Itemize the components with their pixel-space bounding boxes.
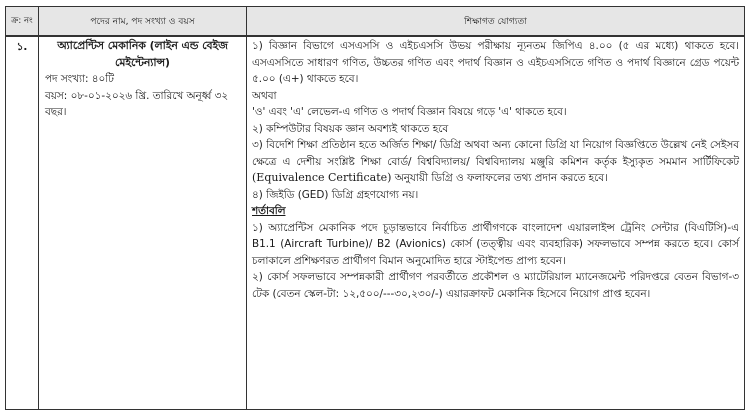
qualification-3-part2: অনুযায়ী ডিগ্রি ও ফলাফলের তথ্য প্রদান করতে হবে। bbox=[394, 172, 608, 184]
table-row bbox=[6, 36, 745, 410]
qualification-1: ১) বিজ্ঞান বিভাগে এসএসসি ও এইচএসসি উভয় পরীক্ষায় ন্যূনতম জিপিএ ৪.০০ (৫ এর মধ্যে) থাকতে হবে। এসএসসিতে সাধারণ গণিত, উচ্চতর গণিত এবং পদার্থ বিজ্ঞান ও এইচএসসিতে গণিত ও পদার্থ বিজ্ঞানে গ্রেড পয়েন্ট ৫.০০ (এ+) থাকতে হবে। bbox=[252, 40, 739, 85]
age-limit: বয়স: ০৮-০১-২০২৬ খ্রি. তারিখে অনূর্ধ্ব ৩২ বছর। bbox=[45, 89, 229, 118]
qualification-3 bbox=[252, 137, 739, 187]
qualification-details bbox=[247, 36, 745, 410]
post-details bbox=[39, 36, 247, 410]
equivalence-certificate-text: (Equivalence Certificate) bbox=[252, 171, 392, 184]
header-qualification: শিক্ষাগত যোগ্যতা bbox=[247, 7, 745, 37]
conditions-heading: শর্তাবলি bbox=[252, 205, 286, 217]
condition-2: ২) কোর্স সফলভাবে সম্পন্নকারী প্রার্থীগণ পরবর্তীতে প্রকৌশল ও ম্যাটেরিয়াল ম্যানেজমেন্ট পরিদপ্তরে বেতন বিভাগ-৩ টেক (বেতন স্কেল-টা: ১২,৫০০/---৩০,২৩০/-) এয়ারক্রাফট মেকানিক হিসেবে নিয়োগ প্রাপ্ত হবেন। bbox=[252, 271, 739, 300]
condition-1: ১) অ্যাপ্রেন্টিস মেকানিক পদে চূড়ান্তভাবে নির্বাচিত প্রার্থীগণকে বাংলাদেশ এয়ারলাইন্স ট্রেনিং সেন্টার (বিএটিসি)-এ B1.1 (Aircraft Turbine)/ B2 (Avionics) কোর্স (তত্ত্বীয় এবং ব্যবহারিক) সফলভাবে সম্পন্ন করতে হবে। কোর্স চলাকালে প্রশিক্ষণরত প্রার্থীগণ বিমান অনুমোদিত হারে স্টাইপেন্ড প্রাপ্য হবেন। bbox=[252, 221, 739, 267]
post-title: অ্যাপ্রেন্টিস মেকানিক (লাইন এন্ড বেইজ মেইন্টেন্যান্স) bbox=[57, 39, 228, 69]
serial-number: ১. bbox=[6, 36, 39, 410]
header-post: পদের নাম, পদ সংখ্যা ও বয়স bbox=[39, 7, 247, 37]
job-requirements-table bbox=[5, 6, 745, 410]
qualification-4: ৪) জিইডি (GED) ডিগ্রি গ্রহণযোগ্য নয়। bbox=[252, 188, 419, 201]
qualification-or: অথবা bbox=[252, 89, 277, 102]
qualification-1-alt: 'ও' এবং 'এ' লেভেল-এ গণিত ও পদার্থ বিজ্ঞান বিষয়ে গড়ে 'এ' থাকতে হবে। bbox=[252, 106, 567, 118]
qualification-3-part1: ৩) বিদেশি শিক্ষা প্রতিষ্ঠান হতে অর্জিত শিক্ষা/ ডিগ্রি অথবা অন্য কোনো ডিগ্রি যা নিয়োগ বিজ্ঞপ্তিতে উল্লেখ নেই সেইসব ক্ষেত্রে এ দেশীয় সংশ্লিষ্ট শিক্ষা বোর্ড/ বিশ্ববিদ্যালয়/ বিশ্ববিদ্যালয় মঞ্জুরি কমিশন কর্তৃক ইস্যুকৃত সমমান সার্টিফিকেট bbox=[252, 139, 739, 168]
post-count: পদ সংখ্যা: ৪০টি bbox=[45, 73, 114, 85]
header-serial: ক্র: নং bbox=[6, 7, 39, 37]
qualification-2: ২) কম্পিউটার বিষয়ক জ্ঞান অবশ্যই থাকতে হবে bbox=[252, 122, 449, 135]
table-header-row bbox=[6, 7, 745, 37]
